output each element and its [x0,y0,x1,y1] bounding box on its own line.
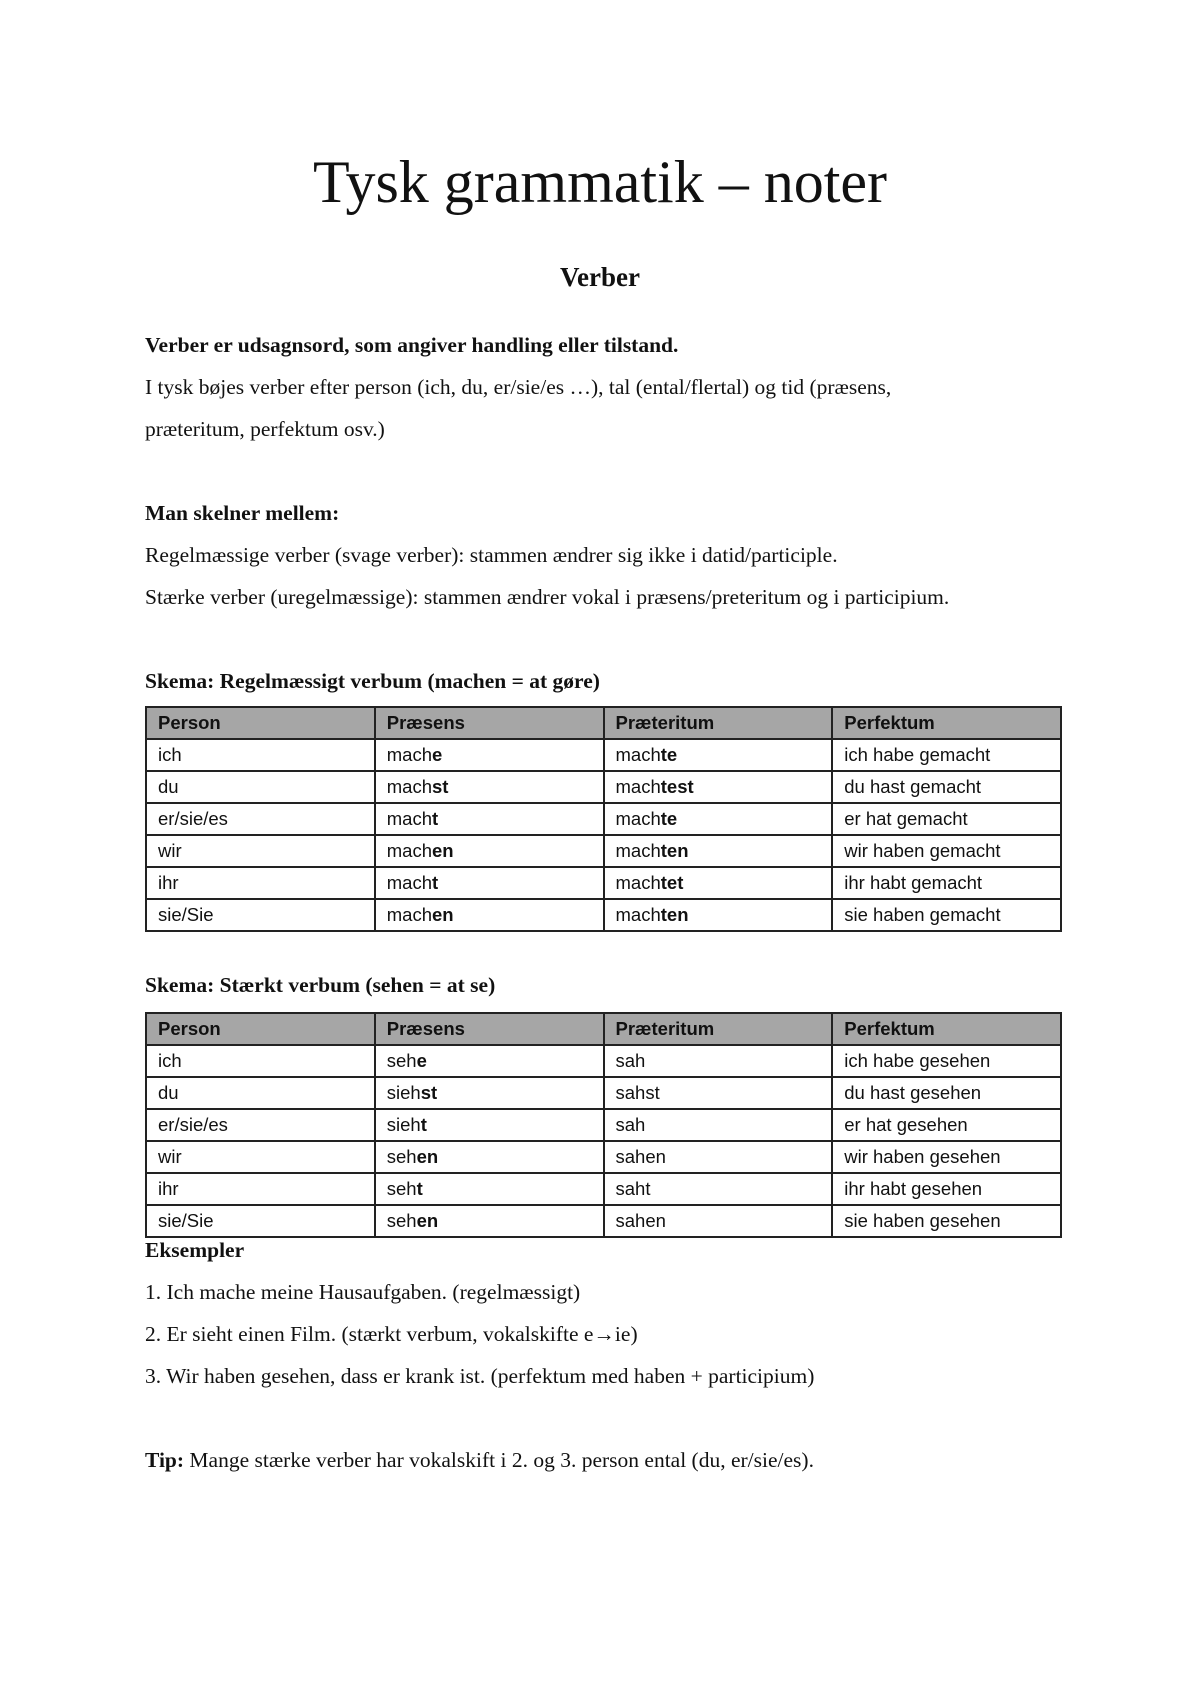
header-person: Person [146,1013,375,1045]
example-2: 2. Er sieht einen Film. (stærkt verbum, vokalskifte e→ie) [145,1322,638,1346]
cell-text: ihr habt gemacht [844,872,983,893]
cell-text: mach [386,904,432,925]
cell-text: du [158,1082,179,1103]
cell-text: sieh [386,1114,421,1135]
cell-perfektum [832,867,1061,899]
distinction-line-regular: Regelmæssige verber (svage verber): stammen ændrer sig ikke i datid/participle. [145,543,838,567]
cell-ending: st [420,1082,438,1103]
cell-person [146,1045,375,1077]
strong-verb-table [145,1012,1062,1238]
cell-ending: e [416,1050,427,1071]
cell-text: seh [386,1146,417,1167]
intro-heading: Verber er udsagnsord, som angiver handling eller tilstand. [145,333,679,357]
cell-perfektum [832,1141,1061,1173]
cell-text: seh [386,1050,417,1071]
cell-praesens [375,1173,604,1205]
header-perfektum: Perfektum [832,707,1061,739]
cell-perfektum [832,1173,1061,1205]
cell-text: mach [386,744,432,765]
cell-person [146,867,375,899]
cell-text: mach [615,744,661,765]
section-heading-verber: Verber [560,262,640,292]
example-1: 1. Ich mache meine Hausaufgaben. (regelmæssigt) [145,1280,581,1304]
table-row [146,899,1061,931]
table-row [146,1173,1061,1205]
cell-ending: tet [660,872,684,893]
table-heading-strong: Skema: Stærkt verbum (sehen = at se) [145,973,496,997]
cell-perfektum [832,803,1061,835]
cell-text: wir [158,1146,182,1167]
cell-text: ihr [158,1178,179,1199]
cell-praesens [375,835,604,867]
cell-text: du hast gesehen [844,1082,982,1103]
cell-text: saht [615,1178,651,1199]
cell-praesens [375,899,604,931]
cell-text: seh [386,1210,417,1231]
cell-praeteritum [604,867,833,899]
cell-perfektum [832,771,1061,803]
cell-text: sie/Sie [158,1210,214,1231]
cell-person [146,835,375,867]
cell-text: sahst [615,1082,660,1103]
cell-praeteritum [604,1173,833,1205]
regular-verb-table [145,706,1062,932]
page-title: Tysk grammatik – noter [312,149,887,215]
header-perfektum: Perfektum [832,1013,1061,1045]
cell-praesens [375,739,604,771]
cell-praeteritum [604,835,833,867]
cell-praeteritum [604,1045,833,1077]
cell-praesens [375,1205,604,1237]
table-header-row [146,1013,1061,1045]
cell-text: du [158,776,179,797]
header-person: Person [146,707,375,739]
cell-praeteritum [604,739,833,771]
cell-text: mach [615,840,661,861]
intro-line-2: præteritum, perfektum osv.) [145,417,385,441]
cell-praesens [375,1141,604,1173]
cell-person [146,1205,375,1237]
table-row [146,1205,1061,1237]
distinction-line-strong: Stærke verber (uregelmæssige): stammen ændrer vokal i præsens/preteritum og i participium. [145,585,950,609]
cell-text: seh [386,1178,417,1199]
table-row [146,803,1061,835]
table-row [146,771,1061,803]
cell-perfektum [832,1045,1061,1077]
cell-praesens [375,867,604,899]
cell-person [146,803,375,835]
cell-text: sie haben gesehen [844,1210,1001,1231]
cell-perfektum [832,1205,1061,1237]
cell-praeteritum [604,899,833,931]
cell-text: mach [615,872,661,893]
cell-ending: ten [660,840,689,861]
cell-ending: t [432,872,439,893]
cell-perfektum [832,1109,1061,1141]
cell-praesens [375,1045,604,1077]
cell-ending: te [660,808,678,829]
cell-ending: te [660,744,678,765]
cell-praeteritum [604,1109,833,1141]
cell-text: mach [615,776,661,797]
intro-line-1: I tysk bøjes verber efter person (ich, du, er/sie/es …), tal (ental/flertal) og tid (præsens, [145,375,892,399]
table-header-row [146,707,1061,739]
cell-text: mach [615,904,661,925]
tip-text: Mange stærke verber har vokalskift i 2. og 3. person ental (du, er/sie/es). [184,1448,814,1472]
cell-text: er/sie/es [158,1114,228,1135]
cell-person [146,739,375,771]
cell-praesens [375,771,604,803]
cell-ending: st [432,776,449,797]
table-row [146,835,1061,867]
cell-praeteritum [604,1077,833,1109]
cell-praeteritum [604,803,833,835]
cell-person [146,1077,375,1109]
cell-text: mach [386,808,432,829]
cell-text: mach [615,808,661,829]
cell-praesens [375,803,604,835]
cell-text: sie/Sie [158,904,214,925]
cell-text: mach [386,840,432,861]
examples-heading: Eksempler [145,1238,245,1262]
header-praeteritum: Præteritum [604,707,833,739]
table-row [146,739,1061,771]
cell-ending: t [432,808,439,829]
cell-ending: test [660,776,694,797]
cell-text: mach [386,776,432,797]
cell-text: sah [615,1114,646,1135]
cell-text: ich habe gesehen [844,1050,991,1071]
table-row [146,1109,1061,1141]
cell-praeteritum [604,1141,833,1173]
cell-text: ich [158,744,182,765]
cell-perfektum [832,835,1061,867]
header-praesens: Præsens [375,707,604,739]
cell-person [146,1141,375,1173]
cell-text: ihr [158,872,179,893]
cell-ending: en [432,904,454,925]
cell-ending: t [416,1178,423,1199]
cell-ending: ten [660,904,689,925]
cell-ending: en [416,1210,439,1231]
cell-ending: en [416,1146,439,1167]
cell-text: sie haben gemacht [844,904,1001,925]
table-row [146,867,1061,899]
table-row [146,1045,1061,1077]
cell-text: sah [615,1050,646,1071]
cell-text: er hat gemacht [844,808,968,829]
cell-perfektum [832,899,1061,931]
cell-perfektum [832,1077,1061,1109]
table-row [146,1141,1061,1173]
header-praeteritum: Præteritum [604,1013,833,1045]
cell-person [146,771,375,803]
cell-text: sahen [615,1146,666,1167]
table-heading-regular: Skema: Regelmæssigt verbum (machen = at gøre) [145,669,600,693]
cell-praesens [375,1109,604,1141]
cell-person [146,899,375,931]
cell-text: ich [158,1050,182,1071]
distinction-heading: Man skelner mellem: [145,501,340,525]
header-praesens: Præsens [375,1013,604,1045]
cell-praeteritum [604,1205,833,1237]
tip-label: Tip: [145,1448,185,1472]
example-3: 3. Wir haben gesehen, dass er krank ist. (perfektum med haben + participium) [145,1364,815,1388]
cell-perfektum [832,739,1061,771]
cell-ending: en [432,840,454,861]
cell-text: er hat gesehen [844,1114,968,1135]
cell-text: wir haben gemacht [844,840,1001,861]
cell-text: sieh [386,1082,421,1103]
cell-text: ich habe gemacht [844,744,991,765]
cell-text: du hast gemacht [844,776,982,797]
cell-text: sahen [615,1210,666,1231]
cell-person [146,1109,375,1141]
cell-text: wir haben gesehen [844,1146,1001,1167]
table-row [146,1077,1061,1109]
tip-paragraph [145,1446,1075,1474]
cell-ending: e [432,744,443,765]
cell-text: ihr habt gesehen [844,1178,983,1199]
cell-person [146,1173,375,1205]
cell-praeteritum [604,771,833,803]
cell-praesens [375,1077,604,1109]
cell-text: er/sie/es [158,808,228,829]
cell-text: mach [386,872,432,893]
cell-ending: t [420,1114,427,1135]
cell-text: wir [158,840,182,861]
